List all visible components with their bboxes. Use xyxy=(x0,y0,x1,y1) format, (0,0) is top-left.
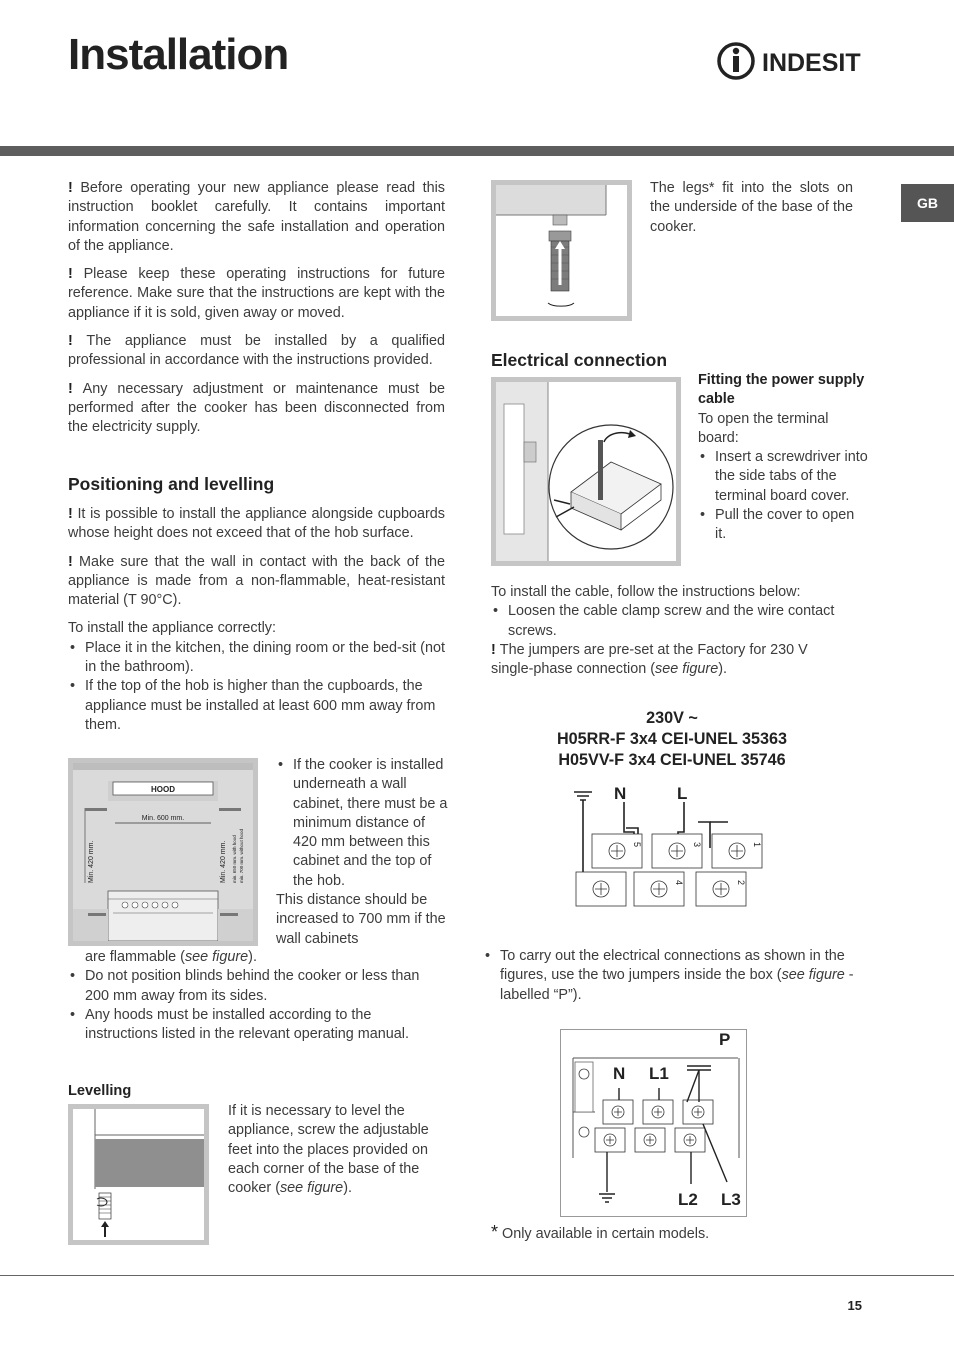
hood-label: HOOD xyxy=(151,785,175,794)
flammable-cont: are flammable (see figure). xyxy=(85,949,257,965)
page-number: 15 xyxy=(847,1298,862,1313)
terminal-diagram-single-phase xyxy=(568,780,768,910)
levelling-figure xyxy=(68,1104,209,1245)
levelling-text: If it is necessary to level the appliance, screw the adjustable feet into the places provided on each corner of the base of the cooker (see figure). xyxy=(228,1103,429,1197)
legs-figure xyxy=(491,180,632,321)
positioning-bullet-2: • If the top of the hob is higher than the cupboards, the appliance must be installed at least 600 mm away from them. xyxy=(68,677,445,735)
terminal-4-label: 4 xyxy=(674,880,684,886)
live-label: L xyxy=(677,784,688,803)
legs-text: The legs* fit into the slots on the underside of the base of the cooker. xyxy=(650,180,853,235)
cable-spec-1: H05RR-F 3x4 CEI-UNEL 35363 xyxy=(556,730,787,748)
cable-specification xyxy=(491,708,853,771)
footer-rule xyxy=(0,1275,954,1276)
cable-spec-2: H05VV-F 3x4 CEI-UNEL 35746 xyxy=(558,751,786,769)
min420-right-label: Min. 420 mm. xyxy=(220,840,227,883)
jumpers-note: • To carry out the electrical connections as shown in the figures, use the two jumpers inside the box (see figure - labelled “P”). xyxy=(483,947,863,1005)
terminal-n-label: N xyxy=(613,1064,626,1083)
screwdriver-bullet: • Insert a screwdriver into the side tabs of the terminal board cover. xyxy=(698,448,868,506)
positioning-bullet-4: • Do not position blinds behind the cooker or less than 200 mm away from its sides. xyxy=(68,967,445,1006)
open-terminal-text: To open the terminal board: xyxy=(698,410,829,446)
terminal-board-figure xyxy=(560,1029,747,1217)
intro-p3: ! The appliance must be installed by a qualified professional in accordance with the instructions provided. xyxy=(68,333,445,369)
fitting-power-cable-section xyxy=(698,371,868,545)
hood-clearance-figure xyxy=(68,758,258,946)
min600-label: Min. 600 mm. xyxy=(141,815,185,822)
intro-p1: ! Before operating your new appliance please read this instruction booklet carefully. It contains important information concerning the safe installation and operation of the appliance. xyxy=(68,180,446,254)
electrical-heading: Electrical connection xyxy=(491,350,668,370)
positioning-bullet-1: • Place it in the kitchen, the dining room or the bed-sit (not in the bathroom). xyxy=(68,639,445,678)
intro-p2: ! Please keep these operating instructions for future reference. Make sure that the instructions are kept with the appliance if it is sold, given away or moved. xyxy=(68,266,445,321)
header-bar xyxy=(0,146,954,156)
positioning-lead: To install the appliance correctly: xyxy=(68,620,276,637)
terminal-1-label: 1 xyxy=(752,842,762,848)
footnote-asterisk: * xyxy=(491,1222,499,1242)
min650-note: min. 650 mm. with hood xyxy=(232,835,237,883)
page-title: Installation xyxy=(68,30,289,79)
language-tab: GB xyxy=(901,184,954,222)
positioning-section xyxy=(68,505,445,735)
terminal-l2-label: L2 xyxy=(678,1190,698,1209)
intro-section xyxy=(68,179,445,438)
positioning-p1: ! It is possible to install the appliance alongside cupboards whose height does not exceed that of the hob surface. xyxy=(68,506,445,542)
footnote xyxy=(491,1223,853,1244)
pull-cover-bullet: • Pull the cover to open it. xyxy=(698,506,868,545)
jumper-p-label: P xyxy=(719,1030,731,1049)
positioning-p2: ! Make sure that the wall in contact with the back of the appliance is made from a non-flammable, heat-resistant material (T 90°C). xyxy=(68,553,445,609)
indesit-logo xyxy=(716,38,876,84)
min700-note: min. 700 mm. without hood xyxy=(239,828,244,883)
wall-cabinet-note: • If the cooker is installed underneath a wall cabinet, there must be a minimum distance of 420 mm between this cabinet and the top of the hob. This distance should be increased to 700 mm if the wall cabinets xyxy=(276,756,448,949)
positioning-bullet-5: • Any hoods must be installed according to the instructions listed in the relevant operating manual. xyxy=(68,1006,445,1045)
jumpers-text: ! The jumpers are pre-set at the Factory for 230 V single-phase connection (see figure). xyxy=(491,641,808,678)
cable-install-section xyxy=(491,583,853,679)
install-lead: To install the cable, follow the instructions below: xyxy=(491,584,801,600)
brand-name: INDESIT xyxy=(762,49,861,77)
voltage-label: 230V ~ xyxy=(646,709,698,727)
terminal-cover-figure xyxy=(491,377,681,566)
fitting-heading: Fitting the power supply cable xyxy=(698,372,865,408)
intro-p4: ! Any necessary adjustment or maintenance must be performed after the cooker has been disconnected from the electricity supply. xyxy=(68,380,445,436)
levelling-heading: Levelling xyxy=(68,1083,132,1099)
terminal-3-label: 3 xyxy=(692,842,702,848)
footnote-text: Only available in certain models. xyxy=(502,1226,710,1242)
neutral-label: N xyxy=(614,784,627,803)
terminal-5-label: 5 xyxy=(632,842,642,848)
positioning-bullets-continued xyxy=(68,948,445,1044)
terminal-2-label: 2 xyxy=(736,880,746,886)
positioning-heading: Positioning and levelling xyxy=(68,474,275,494)
terminal-l3-label: L3 xyxy=(721,1190,741,1209)
terminal-l1-label: L1 xyxy=(649,1064,669,1083)
loosen-bullet: • Loosen the cable clamp screw and the wire contact screws. xyxy=(491,602,853,641)
min420-left-label: Min. 420 mm. xyxy=(88,840,95,883)
